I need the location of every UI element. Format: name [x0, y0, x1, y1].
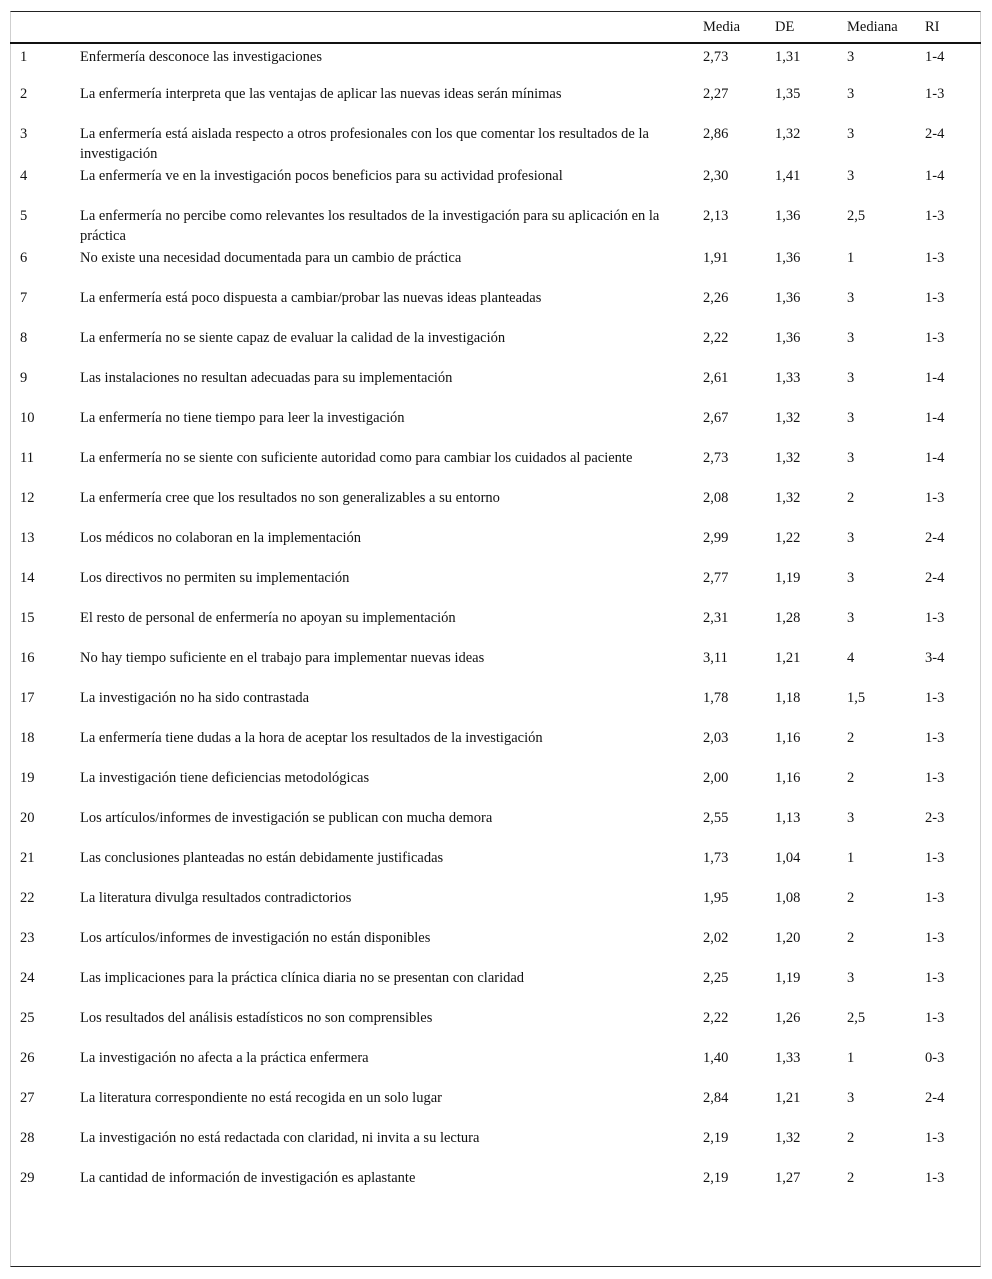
cell-de: 1,32: [775, 490, 801, 506]
cell-num: 3: [20, 126, 28, 142]
cell-media: 2,00: [703, 770, 729, 786]
ri-value: 1-3: [925, 690, 945, 706]
table-row: [10, 43, 981, 83]
cell-de: 1,19: [775, 970, 801, 986]
ri-value: 1-3: [925, 610, 945, 626]
cell-media: 1,40: [703, 1050, 729, 1066]
table-row: [10, 165, 981, 205]
cell-num: 21: [20, 850, 35, 866]
cell-item: Los directivos no permiten su implementación: [80, 570, 350, 586]
cell-num: 6: [20, 250, 28, 266]
cell-mediana: 1: [847, 1050, 855, 1066]
cell-de: 1,22: [775, 530, 801, 546]
cell-num: 5: [20, 208, 28, 224]
table-row: [10, 567, 981, 607]
cell-num: 16: [20, 650, 35, 666]
ri-value: 1-4: [925, 450, 945, 466]
cell-ri: [925, 767, 981, 807]
cell-de: 1,21: [775, 1090, 801, 1106]
results-table: [10, 11, 981, 1207]
cell-num: 20: [20, 810, 35, 826]
cell-de: 1,33: [775, 1050, 801, 1066]
cell-de: 1,32: [775, 410, 801, 426]
ri-value: 3-4: [925, 650, 945, 666]
cell-media: 2,22: [703, 330, 729, 346]
cell-de: 1,41: [775, 168, 801, 184]
cell-item: La investigación tiene deficiencias metodológicas: [80, 770, 370, 786]
ri-value: 1-3: [925, 330, 945, 346]
ri-value: 1-3: [925, 730, 945, 746]
header-de: DE: [775, 11, 847, 43]
cell-num: 10: [20, 410, 35, 426]
cell-ri: [925, 83, 981, 123]
cell-item: La investigación no está redactada con claridad, ni invita a su lectura: [80, 1130, 480, 1146]
cell-ri: [925, 847, 981, 887]
cell-media: 2,84: [703, 1090, 729, 1106]
cell-mediana: 3: [847, 410, 855, 426]
cell-ri: [925, 967, 981, 1007]
table-row: [10, 247, 981, 287]
cell-num: 1: [20, 49, 28, 65]
cell-de: 1,32: [775, 126, 801, 142]
cell-mediana: 2,5: [847, 1010, 866, 1026]
cell-mediana: 1: [847, 850, 855, 866]
cell-mediana: 2: [847, 770, 855, 786]
cell-media: 2,25: [703, 970, 729, 986]
cell-de: 1,20: [775, 930, 801, 946]
cell-mediana: 2: [847, 730, 855, 746]
cell-ri: [925, 165, 981, 205]
cell-de: 1,08: [775, 890, 801, 906]
cell-de: 1,36: [775, 250, 801, 266]
cell-num: 9: [20, 370, 28, 386]
cell-mediana: 2: [847, 890, 855, 906]
ri-value: 2-4: [925, 570, 945, 586]
cell-de: 1,32: [775, 1130, 801, 1146]
cell-num: 23: [20, 930, 35, 946]
table-row: [10, 83, 981, 123]
cell-media: 2,99: [703, 530, 729, 546]
ri-value: 2-4: [925, 1090, 945, 1106]
cell-mediana: 3: [847, 126, 855, 142]
table-row: [10, 327, 981, 367]
cell-de: 1,13: [775, 810, 801, 826]
cell-mediana: 3: [847, 370, 855, 386]
cell-media: 2,86: [703, 126, 729, 142]
cell-media: 2,31: [703, 610, 729, 626]
cell-media: 2,77: [703, 570, 729, 586]
ri-value: 1-3: [925, 490, 945, 506]
cell-ri: [925, 527, 981, 567]
cell-media: 2,02: [703, 930, 729, 946]
cell-num: 25: [20, 1010, 35, 1026]
cell-ri: [925, 607, 981, 647]
cell-media: 2,08: [703, 490, 729, 506]
cell-de: 1,36: [775, 290, 801, 306]
cell-ri: [925, 123, 981, 165]
cell-media: 2,73: [703, 49, 729, 65]
cell-media: 3,11: [703, 650, 728, 666]
cell-media: 1,91: [703, 250, 729, 266]
header-media: Media: [703, 11, 775, 43]
cell-num: 4: [20, 168, 28, 184]
cell-item: El resto de personal de enfermería no apoyan su implementación: [80, 610, 456, 626]
table-row: [10, 1167, 981, 1207]
table-row: [10, 287, 981, 327]
table-row: [10, 727, 981, 767]
cell-num: 27: [20, 1090, 35, 1106]
cell-ri: [925, 807, 981, 847]
cell-ri: [925, 1047, 981, 1087]
cell-media: 2,19: [703, 1130, 729, 1146]
cell-mediana: 2: [847, 1130, 855, 1146]
cell-de: 1,26: [775, 1010, 801, 1026]
cell-item: No hay tiempo suficiente en el trabajo para implementar nuevas ideas: [80, 650, 485, 666]
cell-mediana: 3: [847, 970, 855, 986]
ri-value: 2-3: [925, 810, 945, 826]
cell-ri: [925, 727, 981, 767]
cell-item: Las implicaciones para la práctica clínica diaria no se presentan con claridad: [80, 970, 525, 986]
ri-value: 2-4: [925, 530, 945, 546]
cell-de: 1,16: [775, 730, 801, 746]
cell-item: La enfermería ve en la investigación pocos beneficios para su actividad profesional: [80, 168, 563, 184]
table-body: [10, 43, 981, 1207]
table-row: [10, 847, 981, 887]
cell-ri: [925, 287, 981, 327]
cell-item: Las conclusiones planteadas no están debidamente justificadas: [80, 850, 444, 866]
header-num: [10, 11, 70, 43]
cell-media: 2,55: [703, 810, 729, 826]
cell-ri: [925, 687, 981, 727]
table-row: [10, 927, 981, 967]
cell-item: La enfermería no se siente capaz de evaluar la calidad de la investigación: [80, 330, 506, 346]
cell-item: Las instalaciones no resultan adecuadas para su implementación: [80, 370, 453, 386]
cell-num: 24: [20, 970, 35, 986]
cell-ri: [925, 647, 981, 687]
cell-ri: [925, 327, 981, 367]
cell-ri: [925, 247, 981, 287]
cell-num: 19: [20, 770, 35, 786]
table-row: [10, 607, 981, 647]
ri-value: 1-3: [925, 850, 945, 866]
cell-item: La enfermería no se siente con suficiente autoridad como para cambiar los cuidados al paciente: [80, 450, 633, 466]
ri-value: 1-3: [925, 208, 945, 224]
cell-num: 29: [20, 1170, 35, 1186]
header-ri: RI: [925, 11, 981, 43]
cell-num: 14: [20, 570, 35, 586]
cell-de: 1,16: [775, 770, 801, 786]
cell-item: La enfermería está poco dispuesta a cambiar/probar las nuevas ideas planteadas: [80, 290, 542, 306]
ri-value: 1-4: [925, 49, 945, 65]
cell-de: 1,18: [775, 690, 801, 706]
cell-item: La investigación no ha sido contrastada: [80, 690, 310, 706]
cell-mediana: 1,5: [847, 690, 866, 706]
cell-mediana: 3: [847, 530, 855, 546]
table-row: [10, 1127, 981, 1167]
cell-mediana: 1: [847, 250, 855, 266]
cell-ri: [925, 927, 981, 967]
cell-mediana: 3: [847, 330, 855, 346]
cell-de: 1,28: [775, 610, 801, 626]
cell-mediana: 3: [847, 290, 855, 306]
ri-value: 1-3: [925, 290, 945, 306]
cell-mediana: 2: [847, 930, 855, 946]
cell-ri: [925, 567, 981, 607]
cell-num: 7: [20, 290, 28, 306]
cell-ri: [925, 887, 981, 927]
cell-ri: [925, 487, 981, 527]
cell-de: 1,32: [775, 450, 801, 466]
cell-item: La literatura divulga resultados contradictorios: [80, 890, 352, 906]
ri-value: 1-3: [925, 86, 945, 102]
cell-num: 26: [20, 1050, 35, 1066]
cell-mediana: 2: [847, 490, 855, 506]
cell-num: 17: [20, 690, 35, 706]
cell-mediana: 4: [847, 650, 855, 666]
cell-mediana: 2: [847, 1170, 855, 1186]
cell-item: La enfermería está aislada respecto a otros profesionales con los que comentar los resultados de la investigación: [80, 126, 649, 162]
cell-num: 28: [20, 1130, 35, 1146]
table-row: [10, 487, 981, 527]
cell-num: 18: [20, 730, 35, 746]
cell-item: La enfermería interpreta que las ventajas de aplicar las nuevas ideas serán mínimas: [80, 86, 562, 102]
header-mediana: Mediana: [847, 11, 925, 43]
ri-value: 1-3: [925, 970, 945, 986]
cell-mediana: 3: [847, 570, 855, 586]
cell-ri: [925, 447, 981, 487]
header-item: [70, 11, 703, 43]
cell-mediana: 3: [847, 86, 855, 102]
table-row: [10, 407, 981, 447]
table-row: [10, 527, 981, 567]
cell-mediana: 3: [847, 168, 855, 184]
cell-de: 1,19: [775, 570, 801, 586]
cell-ri: [925, 43, 981, 83]
cell-mediana: 3: [847, 1090, 855, 1106]
cell-de: 1,21: [775, 650, 801, 666]
ri-value: 2-4: [925, 126, 945, 142]
cell-item: Los artículos/informes de investigación no están disponibles: [80, 930, 431, 946]
cell-item: Enfermería desconoce las investigaciones: [80, 49, 322, 65]
ri-value: 1-3: [925, 930, 945, 946]
table-header-row: [10, 11, 981, 43]
table-row: [10, 447, 981, 487]
cell-num: 11: [20, 450, 34, 466]
cell-ri: [925, 1087, 981, 1127]
cell-item: La cantidad de información de investigación es aplastante: [80, 1170, 416, 1186]
table-row: [10, 1087, 981, 1127]
table-row: [10, 1047, 981, 1087]
ri-value: 1-3: [925, 250, 945, 266]
cell-media: 2,27: [703, 86, 729, 102]
cell-num: 8: [20, 330, 28, 346]
cell-item: No existe una necesidad documentada para un cambio de práctica: [80, 250, 462, 266]
cell-ri: [925, 1167, 981, 1207]
cell-media: 1,73: [703, 850, 729, 866]
cell-ri: [925, 205, 981, 247]
cell-item: Los médicos no colaboran en la implementación: [80, 530, 362, 546]
table-row: [10, 767, 981, 807]
cell-mediana: 3: [847, 610, 855, 626]
ri-value: 1-3: [925, 1130, 945, 1146]
table-row: [10, 807, 981, 847]
cell-media: 2,61: [703, 370, 729, 386]
cell-item: La enfermería no tiene tiempo para leer la investigación: [80, 410, 405, 426]
cell-num: 22: [20, 890, 35, 906]
cell-item: Los resultados del análisis estadísticos no son comprensibles: [80, 1010, 433, 1026]
cell-media: 1,95: [703, 890, 729, 906]
ri-value: 1-4: [925, 410, 945, 426]
cell-de: 1,27: [775, 1170, 801, 1186]
cell-mediana: 2,5: [847, 208, 866, 224]
cell-ri: [925, 407, 981, 447]
table-row: [10, 205, 981, 247]
cell-media: 2,67: [703, 410, 729, 426]
cell-de: 1,36: [775, 208, 801, 224]
cell-num: 15: [20, 610, 35, 626]
ri-value: 1-4: [925, 370, 945, 386]
cell-item: La enfermería tiene dudas a la hora de aceptar los resultados de la investigación: [80, 730, 543, 746]
cell-num: 12: [20, 490, 35, 506]
table-row: [10, 887, 981, 927]
table-row: [10, 1007, 981, 1047]
cell-ri: [925, 1127, 981, 1167]
table-row: [10, 367, 981, 407]
cell-media: 2,19: [703, 1170, 729, 1186]
cell-ri: [925, 1007, 981, 1047]
ri-value: 1-3: [925, 1010, 945, 1026]
ri-value: 1-3: [925, 770, 945, 786]
cell-mediana: 3: [847, 49, 855, 65]
cell-de: 1,31: [775, 49, 801, 65]
cell-item: La literatura correspondiente no está recogida en un solo lugar: [80, 1090, 442, 1106]
ri-value: 1-3: [925, 1170, 945, 1186]
cell-media: 2,03: [703, 730, 729, 746]
ri-value: 1-3: [925, 890, 945, 906]
table-row: [10, 123, 981, 165]
cell-media: 2,30: [703, 168, 729, 184]
cell-num: 13: [20, 530, 35, 546]
cell-item: La investigación no afecta a la práctica enfermera: [80, 1050, 369, 1066]
table-row: [10, 967, 981, 1007]
cell-item: La enfermería cree que los resultados no son generalizables a su entorno: [80, 490, 500, 506]
cell-media: 2,13: [703, 208, 729, 224]
cell-de: 1,33: [775, 370, 801, 386]
cell-num: 2: [20, 86, 28, 102]
ri-value: 0-3: [925, 1050, 945, 1066]
cell-de: 1,35: [775, 86, 801, 102]
cell-de: 1,36: [775, 330, 801, 346]
cell-item: La enfermería no percibe como relevantes los resultados de la investigación para su aplicación en la práctica: [80, 208, 660, 244]
cell-item: Los artículos/informes de investigación se publican con mucha demora: [80, 810, 493, 826]
cell-media: 1,78: [703, 690, 729, 706]
cell-media: 2,22: [703, 1010, 729, 1026]
cell-ri: [925, 367, 981, 407]
cell-mediana: 3: [847, 450, 855, 466]
cell-mediana: 3: [847, 810, 855, 826]
cell-media: 2,26: [703, 290, 729, 306]
table-row: [10, 687, 981, 727]
cell-media: 2,73: [703, 450, 729, 466]
cell-de: 1,04: [775, 850, 801, 866]
table-row: [10, 647, 981, 687]
ri-value: 1-4: [925, 168, 945, 184]
